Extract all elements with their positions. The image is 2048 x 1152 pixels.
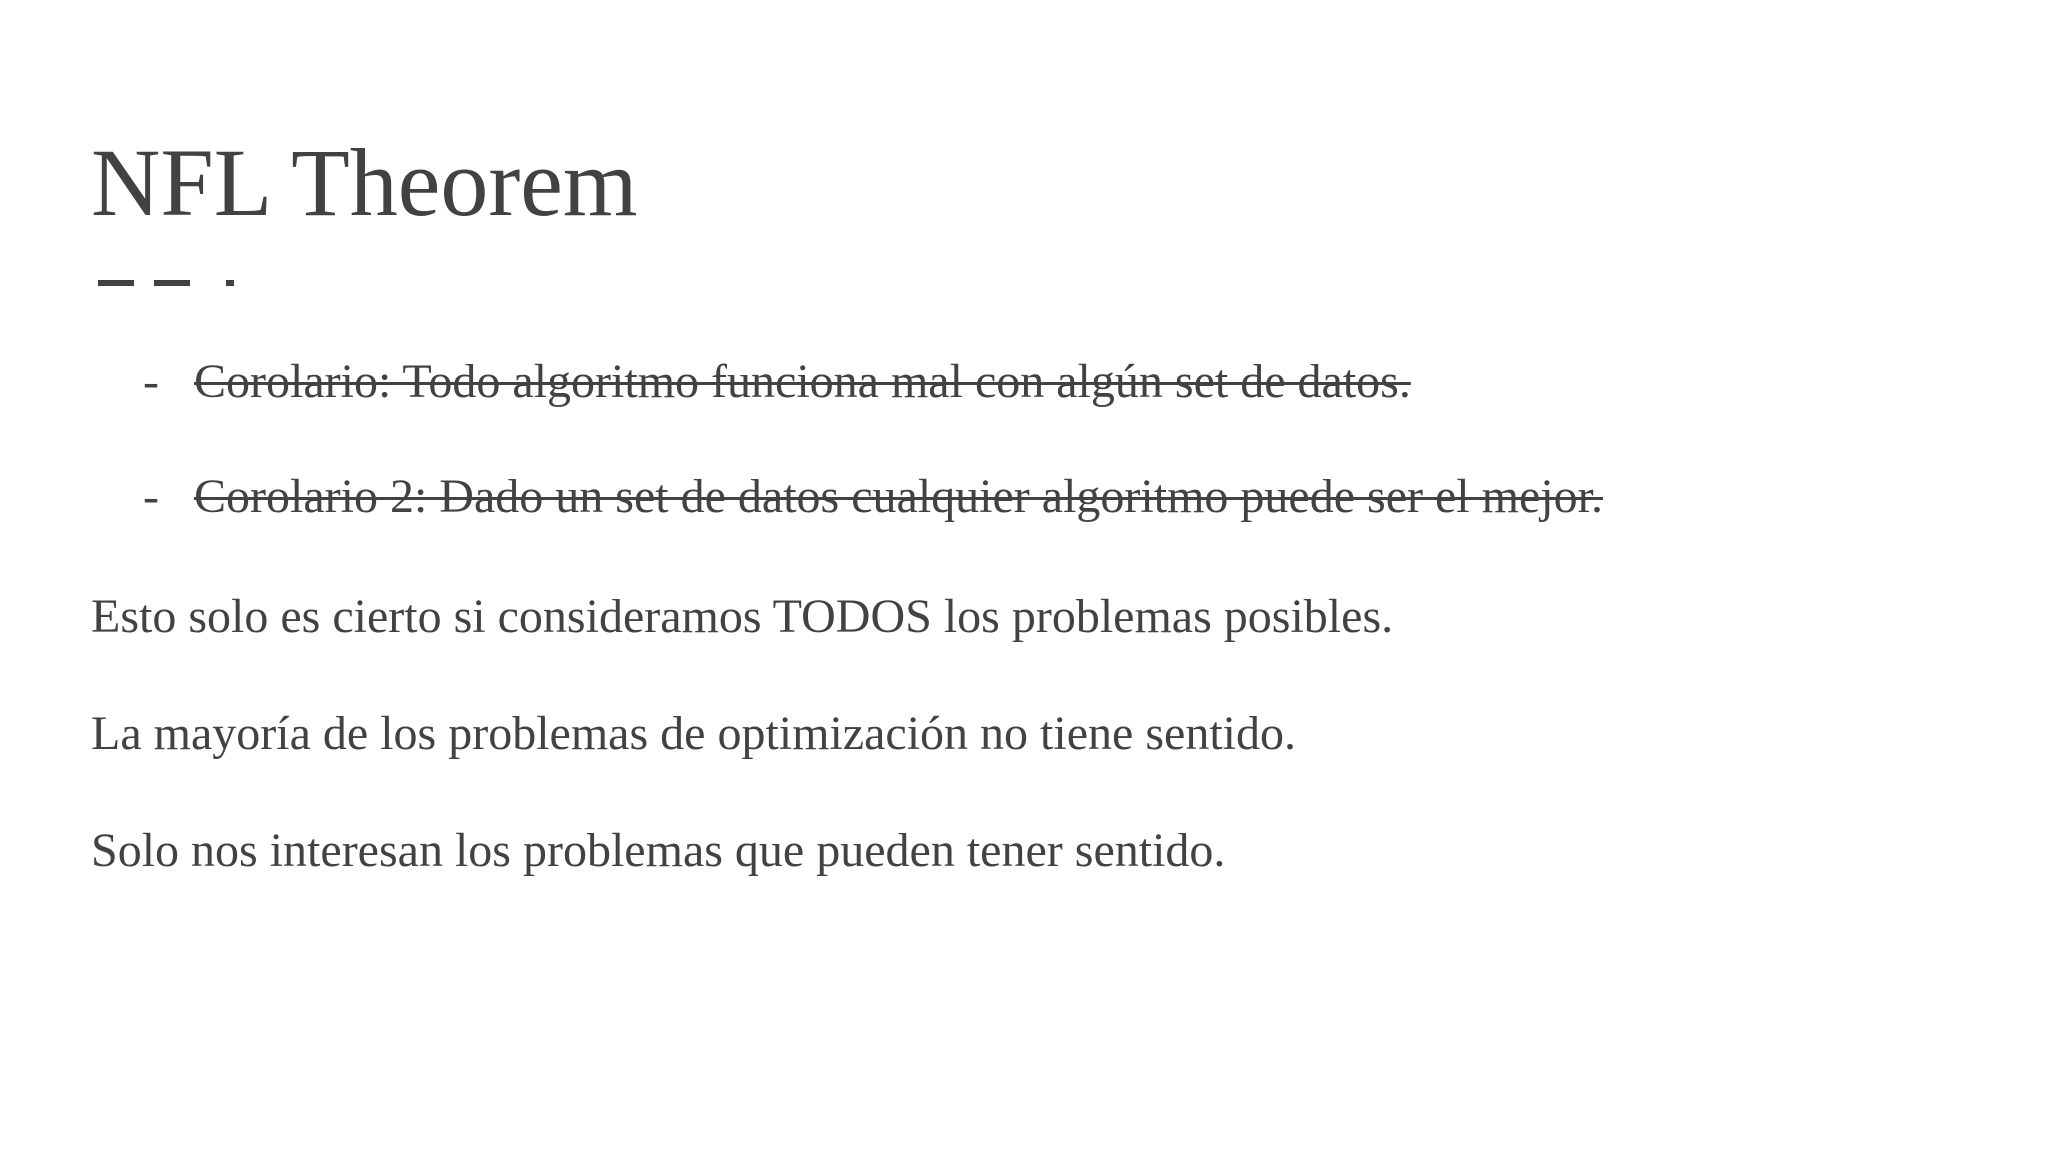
accent-dash (98, 280, 134, 286)
accent-dash (154, 280, 190, 286)
struck-bullet-corolario-2 (143, 467, 1971, 527)
bullet-dash: - (143, 355, 159, 408)
bullet-text: Corolario 2: Dado un set de datos cualquier algoritmo puede ser el mejor. (194, 470, 1603, 523)
bullet-dash: - (143, 470, 159, 523)
paragraph: Esto solo es cierto si consideramos TODOS los problemas posibles. (91, 590, 1394, 643)
accent-dot (226, 280, 234, 286)
bullet-text: Corolario: Todo algoritmo funciona mal con algún set de datos. (194, 355, 1411, 408)
paragraph: La mayoría de los problemas de optimización no tiene sentido. (91, 707, 1296, 760)
struck-bullet-corolario (143, 352, 1971, 412)
slide-title: NFL Theorem (91, 129, 638, 236)
slide-body (91, 352, 1971, 881)
paragraph: Solo nos interesan los problemas que pueden tener sentido. (91, 824, 1226, 877)
